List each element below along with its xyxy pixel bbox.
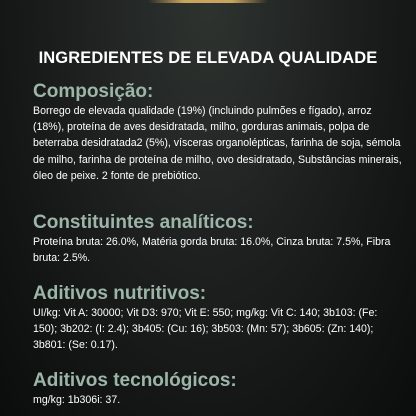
section-body-composition: Borrego de elevada qualidade (19%) (incluindo pulmões e fígado), arroz (18%), proteína de aves desidratada, milho, gorduras animais, polpa de beterraba desidratada2 (5%), vísceras organolépticas, farinha de soja, sémola de milho, farinha de proteína de milho, ovo desidratado, Substâncias minerais, óleo de peixe. 2 fonte de prebiótico.	[33, 105, 402, 182]
section-heading-technological-additives: Aditivos tecnológicos:	[33, 370, 237, 391]
section-body-technological-additives: mg/kg: 1b306i: 37.	[33, 394, 121, 406]
top-accent-rule	[148, 0, 268, 3]
section-heading-composition: Composição:	[33, 81, 154, 102]
section-analytical-constituents	[33, 212, 403, 266]
section-heading-analytical-constituents: Constituintes analíticos:	[33, 212, 254, 233]
section-nutritional-additives	[33, 283, 403, 354]
section-composition	[33, 81, 403, 184]
section-body-analytical-constituents: Proteína bruta: 26.0%, Matéria gorda bruta: 16.0%, Cinza bruta: 7.5%, Fibra bruta: 2.5%.	[33, 236, 391, 265]
section-body-nutritional-additives: UI/kg: Vit A: 30000; Vit D3: 970; Vit E: 550; mg/kg: Vit C: 140; 3b103: (Fe: 150); 3b202: (I: 2.4); 3b405: (Cu: 16); 3b503: (Mn: 57); 3b605: (Zn: 140); 3b801: (Se: 0.17).	[33, 307, 378, 352]
section-technological-additives	[33, 370, 403, 408]
page-title: INGREDIENTES DE ELEVADA QUALIDADE	[38, 49, 378, 68]
section-heading-nutritional-additives: Aditivos nutritivos:	[33, 283, 207, 304]
